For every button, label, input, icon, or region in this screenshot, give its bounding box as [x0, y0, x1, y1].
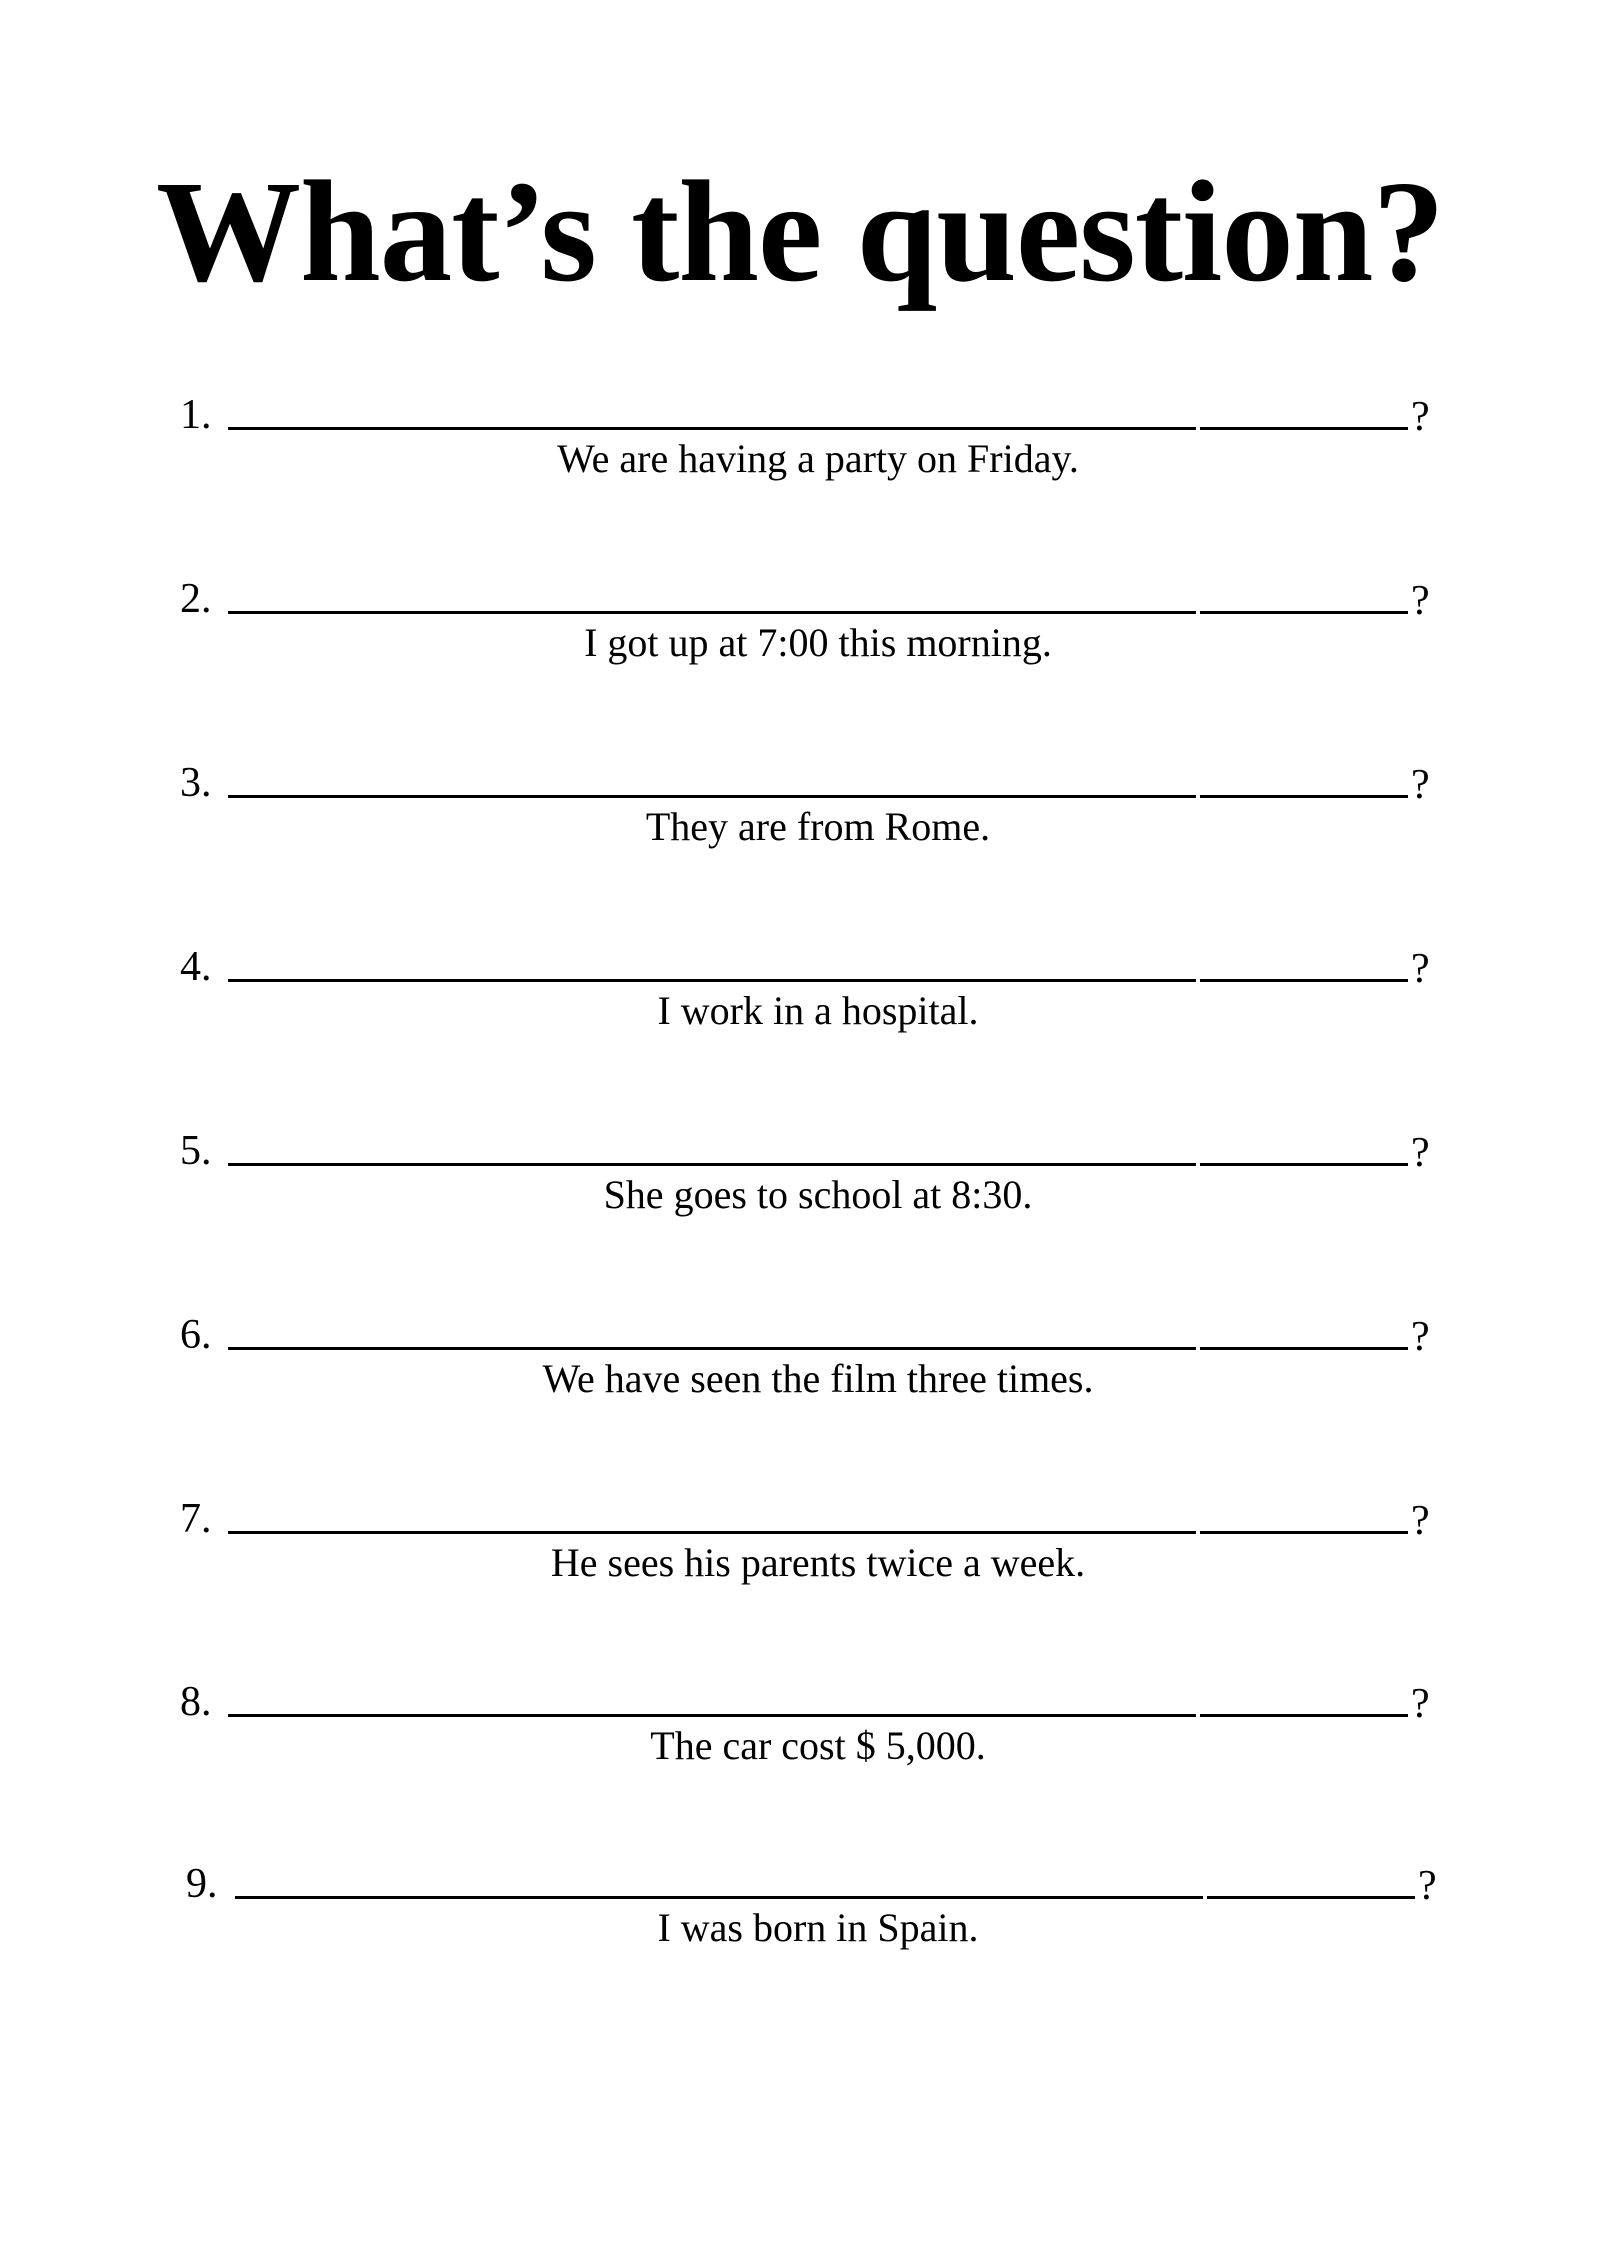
item-number: 6. [180, 1312, 212, 1358]
item-number: 9. [186, 1861, 218, 1907]
answer-blank-line [1200, 1531, 1408, 1534]
answer-blank-line [1200, 795, 1408, 798]
item-number: 8. [180, 1679, 212, 1725]
question-mark: ? [1411, 1130, 1430, 1176]
question-mark: ? [1411, 578, 1430, 624]
question-mark: ? [1411, 1681, 1430, 1727]
item-number: 4. [180, 944, 212, 990]
question-mark: ? [1418, 1863, 1437, 1909]
answer-blank-line [228, 611, 1196, 614]
answer-text: He sees his parents twice a week. [550, 1540, 1086, 1585]
answer-text: We have seen the film three times. [542, 1356, 1094, 1401]
answer-blank-line [228, 1163, 1196, 1166]
answer-text: We are having a party on Friday. [557, 436, 1079, 481]
answer-blank-line [228, 427, 1196, 430]
answer-blank-line [228, 795, 1196, 798]
answer-blank-line [1200, 1714, 1408, 1717]
answer-blank-line [1200, 427, 1408, 430]
answer-blank-line [1207, 1896, 1415, 1899]
item-number: 3. [180, 760, 212, 806]
item-number: 5. [180, 1128, 212, 1174]
answer-blank-line [1200, 979, 1408, 982]
answer-text: I work in a hospital. [657, 988, 979, 1033]
item-number: 7. [180, 1496, 212, 1542]
answer-blank-line [1200, 1163, 1408, 1166]
question-mark: ? [1411, 762, 1430, 808]
question-mark: ? [1411, 394, 1430, 440]
item-number: 1. [180, 392, 212, 438]
answer-blank-line [228, 979, 1196, 982]
question-mark: ? [1411, 1314, 1430, 1360]
answer-text: I was born in Spain. [657, 1905, 979, 1950]
answer-text: She goes to school at 8:30. [603, 1172, 1033, 1217]
answer-blank-line [235, 1896, 1203, 1899]
answer-text: I got up at 7:00 this morning. [584, 620, 1052, 665]
answer-blank-line [228, 1347, 1196, 1350]
answer-text: The car cost $ 5,000. [650, 1723, 986, 1768]
question-mark: ? [1411, 1498, 1430, 1544]
answer-blank-line [228, 1714, 1196, 1717]
answer-blank-line [228, 1531, 1196, 1534]
item-number: 2. [180, 576, 212, 622]
worksheet-title: What’s the question? [156, 152, 1444, 312]
answer-blank-line [1200, 1347, 1408, 1350]
answer-blank-line [1200, 611, 1408, 614]
answer-text: They are from Rome. [645, 804, 991, 849]
question-mark: ? [1411, 946, 1430, 992]
